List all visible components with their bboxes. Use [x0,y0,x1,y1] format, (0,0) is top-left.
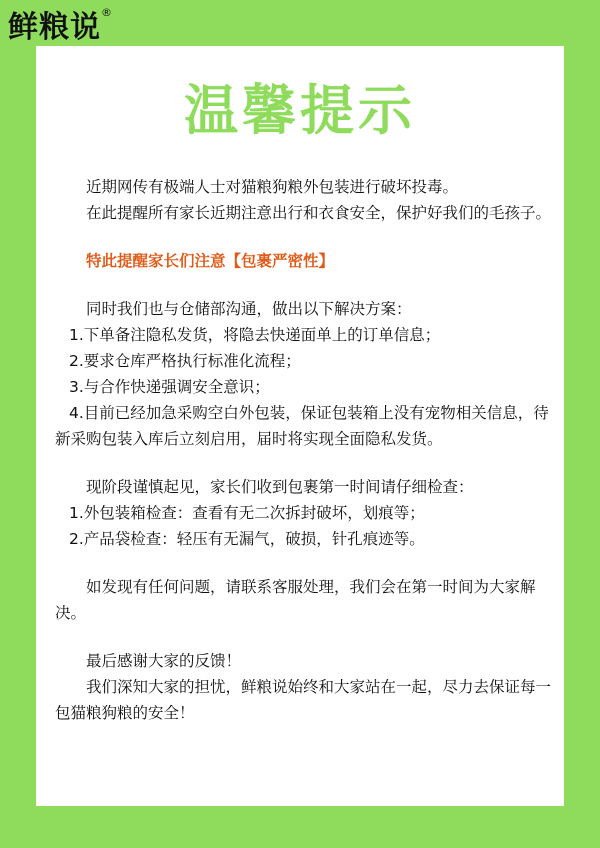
brand-name: 鲜粮说 [8,10,101,45]
closing-paragraph: 我们深知大家的担忧，鲜粮说始终和大家站在一起，尽力去保证每一包猫粮狗粮的安全！ [55,678,552,722]
solution-item-3: 3.与合作快递强调安全意识； [69,378,270,396]
brand-logo [8,2,113,46]
solution-item-2: 2.要求仓库严格执行标准化流程； [69,352,301,370]
solution-item-4: 4.目前已经加急采购空白外包装，保证包装箱上没有宠物相关信息，待新采购包装入库后立刻启用，届时将实现全面隐私发货。 [55,404,549,448]
thanks-line: 最后感谢大家的反馈！ [86,652,242,670]
solutions-intro: 同时我们也与仓储部沟通，做出以下解决方案： [86,300,412,318]
registered-mark: ® [101,6,113,19]
paragraph-reminder: 在此提醒所有家长近期注意出行和衣食安全，保护好我们的毛孩子。 [86,204,552,222]
check-item-1: 1.外包装箱检查：查看有无二次拆封破坏，划痕等； [69,504,425,522]
contact-paragraph: 如发现有任何问题，请联系客服处理，我们会在第一时间为大家解决。 [55,578,536,622]
notice-card [36,46,564,806]
highlight-notice: 特此提醒家长们注意【包裹严密性】 [86,252,335,270]
paragraph-rumor: 近期网传有极端人士对猫粮狗粮外包装进行破坏投毒。 [86,178,459,196]
notice-body [55,174,555,726]
check-item-2: 2.产品袋检查：轻压有无漏气，破损，针孔痕迹等。 [69,530,425,548]
notice-title: 温馨提示 [184,79,416,142]
check-intro: 现阶段谨慎起见，家长们收到包裹第一时间请仔细检查： [86,478,474,496]
solution-item-1: 1.下单备注隐私发货，将隐去快递面单上的订单信息； [69,326,441,344]
